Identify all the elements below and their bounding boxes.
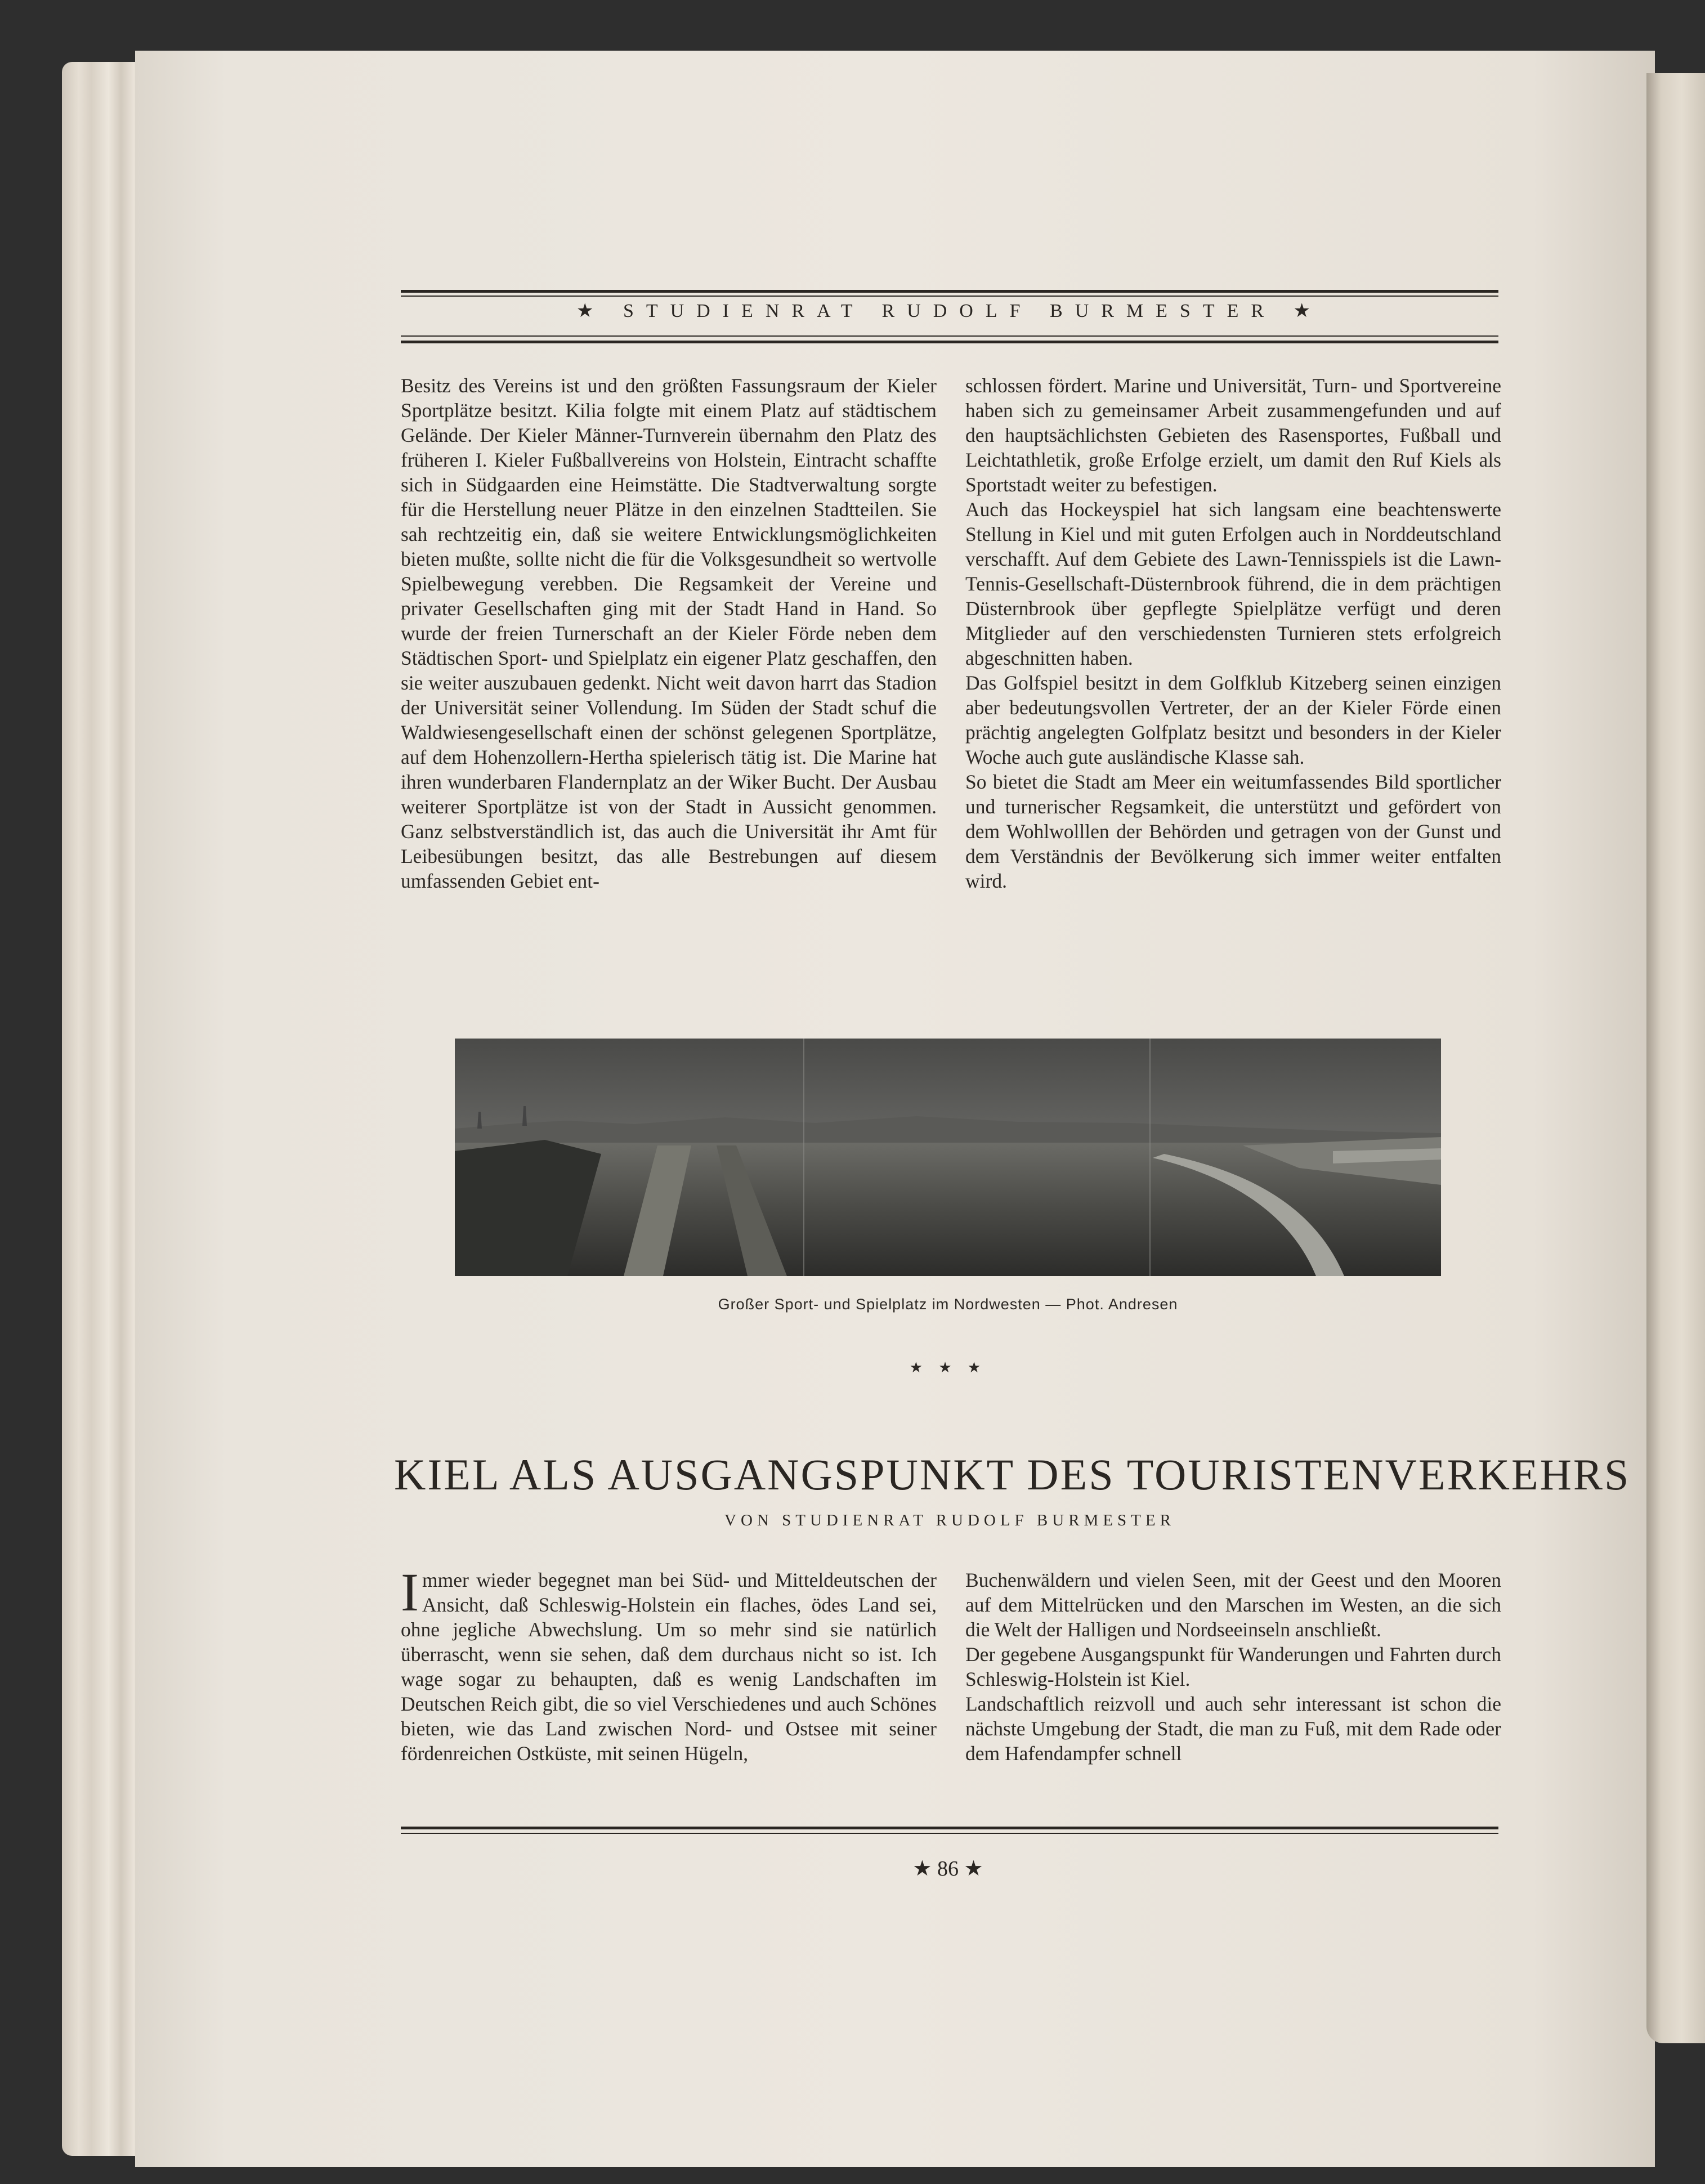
footer-rule-thick: [401, 1827, 1498, 1829]
page-number: ★ 86 ★: [912, 1857, 983, 1881]
header-rule-top-thick: [401, 290, 1498, 293]
article1-right-paragraph: So bietet die Stadt am Meer ein weitumfassendes Bild sportlicher und turnerischer Regsamkeit, die unterstützt und gefördert von dem Wohlwolllen der Behörden und getragen von der Gunst und dem Verständnis der Bevölkerung sich immer weiter entfalten wird.: [965, 771, 1501, 892]
header-rule-bottom-thin: [401, 335, 1498, 337]
section-separator: ★ ★ ★: [909, 1359, 987, 1376]
page-stack-left-edge: [62, 62, 146, 2156]
photo-caption: Großer Sport- und Spielplatz im Nordwesten — Phot. Andresen: [718, 1296, 1178, 1313]
article2-right-column: [965, 1568, 1501, 1766]
header-rule-bottom-thick: [401, 341, 1498, 343]
article2-byline: VON STUDIENRAT RUDOLF BURMESTER: [724, 1511, 1175, 1529]
article2-right-paragraph: Landschaftlich reizvoll und auch sehr interessant ist schon die nächste Umgebung der Stadt, die man zu Fuß, mit dem Rade oder dem Hafendampfer schnell: [965, 1693, 1501, 1765]
article2-left-paragraph: [401, 1562, 937, 1766]
article1-left-paragraph: Besitz des Vereins ist und den größten Fassungsraum der Kieler Sportplätze besitzt. Kilia folgte mit einem Platz auf städtischem Gelände. Der Kieler Männer-Turnverein übernahm den Platz des früheren I. Kieler Fußballvereins von Holstein, Eintracht schaffte sich in Südgaarden eine Heimstätte. Die Stadtverwaltung sorgte für die Herstellung neuer Plätze in den einzelnen Stadtteilen. Sie sah rechtzeitig ein, daß sie weitere Entwicklungsmöglichkeiten bieten mußte, sollte nicht die für die Volksgesundheit so wertvolle Spielbewegung verebben. Die Regsamkeit der Vereine und privater Gesellschaften ging mit der Stadt Hand in Hand. So wurde der freien Turnerschaft an der Kieler Förde neben dem Städtischen Sport- und Spielplatz ein eigener Platz geschaffen, den sie weiter auszubauen gedenkt. Nicht weit davon harrt das Stadion der Universität seiner Vollendung. Im Süden der Stadt schuf die Waldwiesengesellschaft einen der schönst gelegenen Sportplätze, auf dem Hohenzollern-Hertha spielerisch tätig ist. Die Marine hat ihren wunderbaren Flandernplatz an der Wiker Bucht. Der Ausbau weiterer Sportplätze ist von der Stadt in Aussicht genommen. Ganz selbstverständlich ist, das auch die Universität ihr Amt für Leibesübungen besitzt, das alle Bestrebungen auf diesem umfassenden Gebiet ent-: [401, 374, 937, 892]
article1-right-paragraph: Das Golfspiel besitzt in dem Golfklub Kitzeberg seinen einzigen aber bedeutungsvollen Vertreter, der an der Kieler Förde einen prächtig angelegten Golfplatz besitzt und besonders in der Kieler Woche auch gute ausländische Klasse sah.: [965, 672, 1501, 768]
header-rule-top-thin: [401, 296, 1498, 297]
article1-right-column: [965, 373, 1501, 893]
footer-rule-thin: [401, 1833, 1498, 1834]
article2-title: KIEL ALS AUSGANGSPUNKT DES TOURISTENVERKEHRS: [394, 1450, 1631, 1499]
article2-right-paragraph: Der gegebene Ausgangspunkt für Wanderungen und Fahrten durch Schleswig-Holstein ist Kiel.: [965, 1643, 1501, 1690]
facing-page-edge: [1646, 73, 1705, 2043]
article2-right-paragraph: Buchenwäldern und vielen Seen, mit der Geest und den Mooren auf dem Mittelrücken und den Marschen im Westen, an die sich die Welt der Halligen und Nordseeinseln anschließt.: [965, 1569, 1501, 1641]
panorama-photo: [455, 1039, 1441, 1276]
running-head: ★ STUDIENRAT RUDOLF BURMESTER ★: [576, 301, 1323, 321]
article1-right-paragraph: Auch das Hockeyspiel hat sich langsam eine beachtenswerte Stellung in Kiel und mit guten Erfolgen auch in Norddeutschland verschafft. Auf dem Gebiete des Lawn-Tennisspiels ist die Lawn-Tennis-Gesellschaft-Düsternbrook führend, die in dem prächtigen Düsternbrook über gepflegte Spielplätze verfügt und deren Mitglieder auf den verschiedensten Turnieren stets erfolgreich abgeschnitten haben.: [965, 498, 1501, 669]
article2-left-column: [401, 1562, 937, 1766]
article2-left-text: mmer wieder begegnet man bei Süd- und Mitteldeutschen der Ansicht, daß Schleswig-Holstein ein flaches, ödes Land sei, ohne jegliche Abwechslung. Um so mehr sind sie natürlich überrascht, wenn sie sehen, daß dem durchaus nicht so ist. Ich wage sogar zu behaupten, daß es wenig Landschaften im Deutschen Reich gibt, die so viel Verschiedenes und auch Schönes bieten, wie das Land zwischen Nord- und Ostsee mit seiner fördenreichen Ostküste, mit seinen Hügeln,: [401, 1569, 937, 1765]
article1-left-column: [401, 373, 937, 893]
article1-right-paragraph: schlossen fördert. Marine und Universität, Turn- und Sportvereine haben sich zu gemeinsamer Arbeit zusammengefunden und auf den hauptsächlichsten Gebieten des Rasensportes, Fußball und Leichtathletik, große Erfolge erzielt, um damit den Ruf Kiels als Sportstadt weiter zu befestigen.: [965, 374, 1501, 496]
drop-cap: I: [401, 1562, 419, 1622]
